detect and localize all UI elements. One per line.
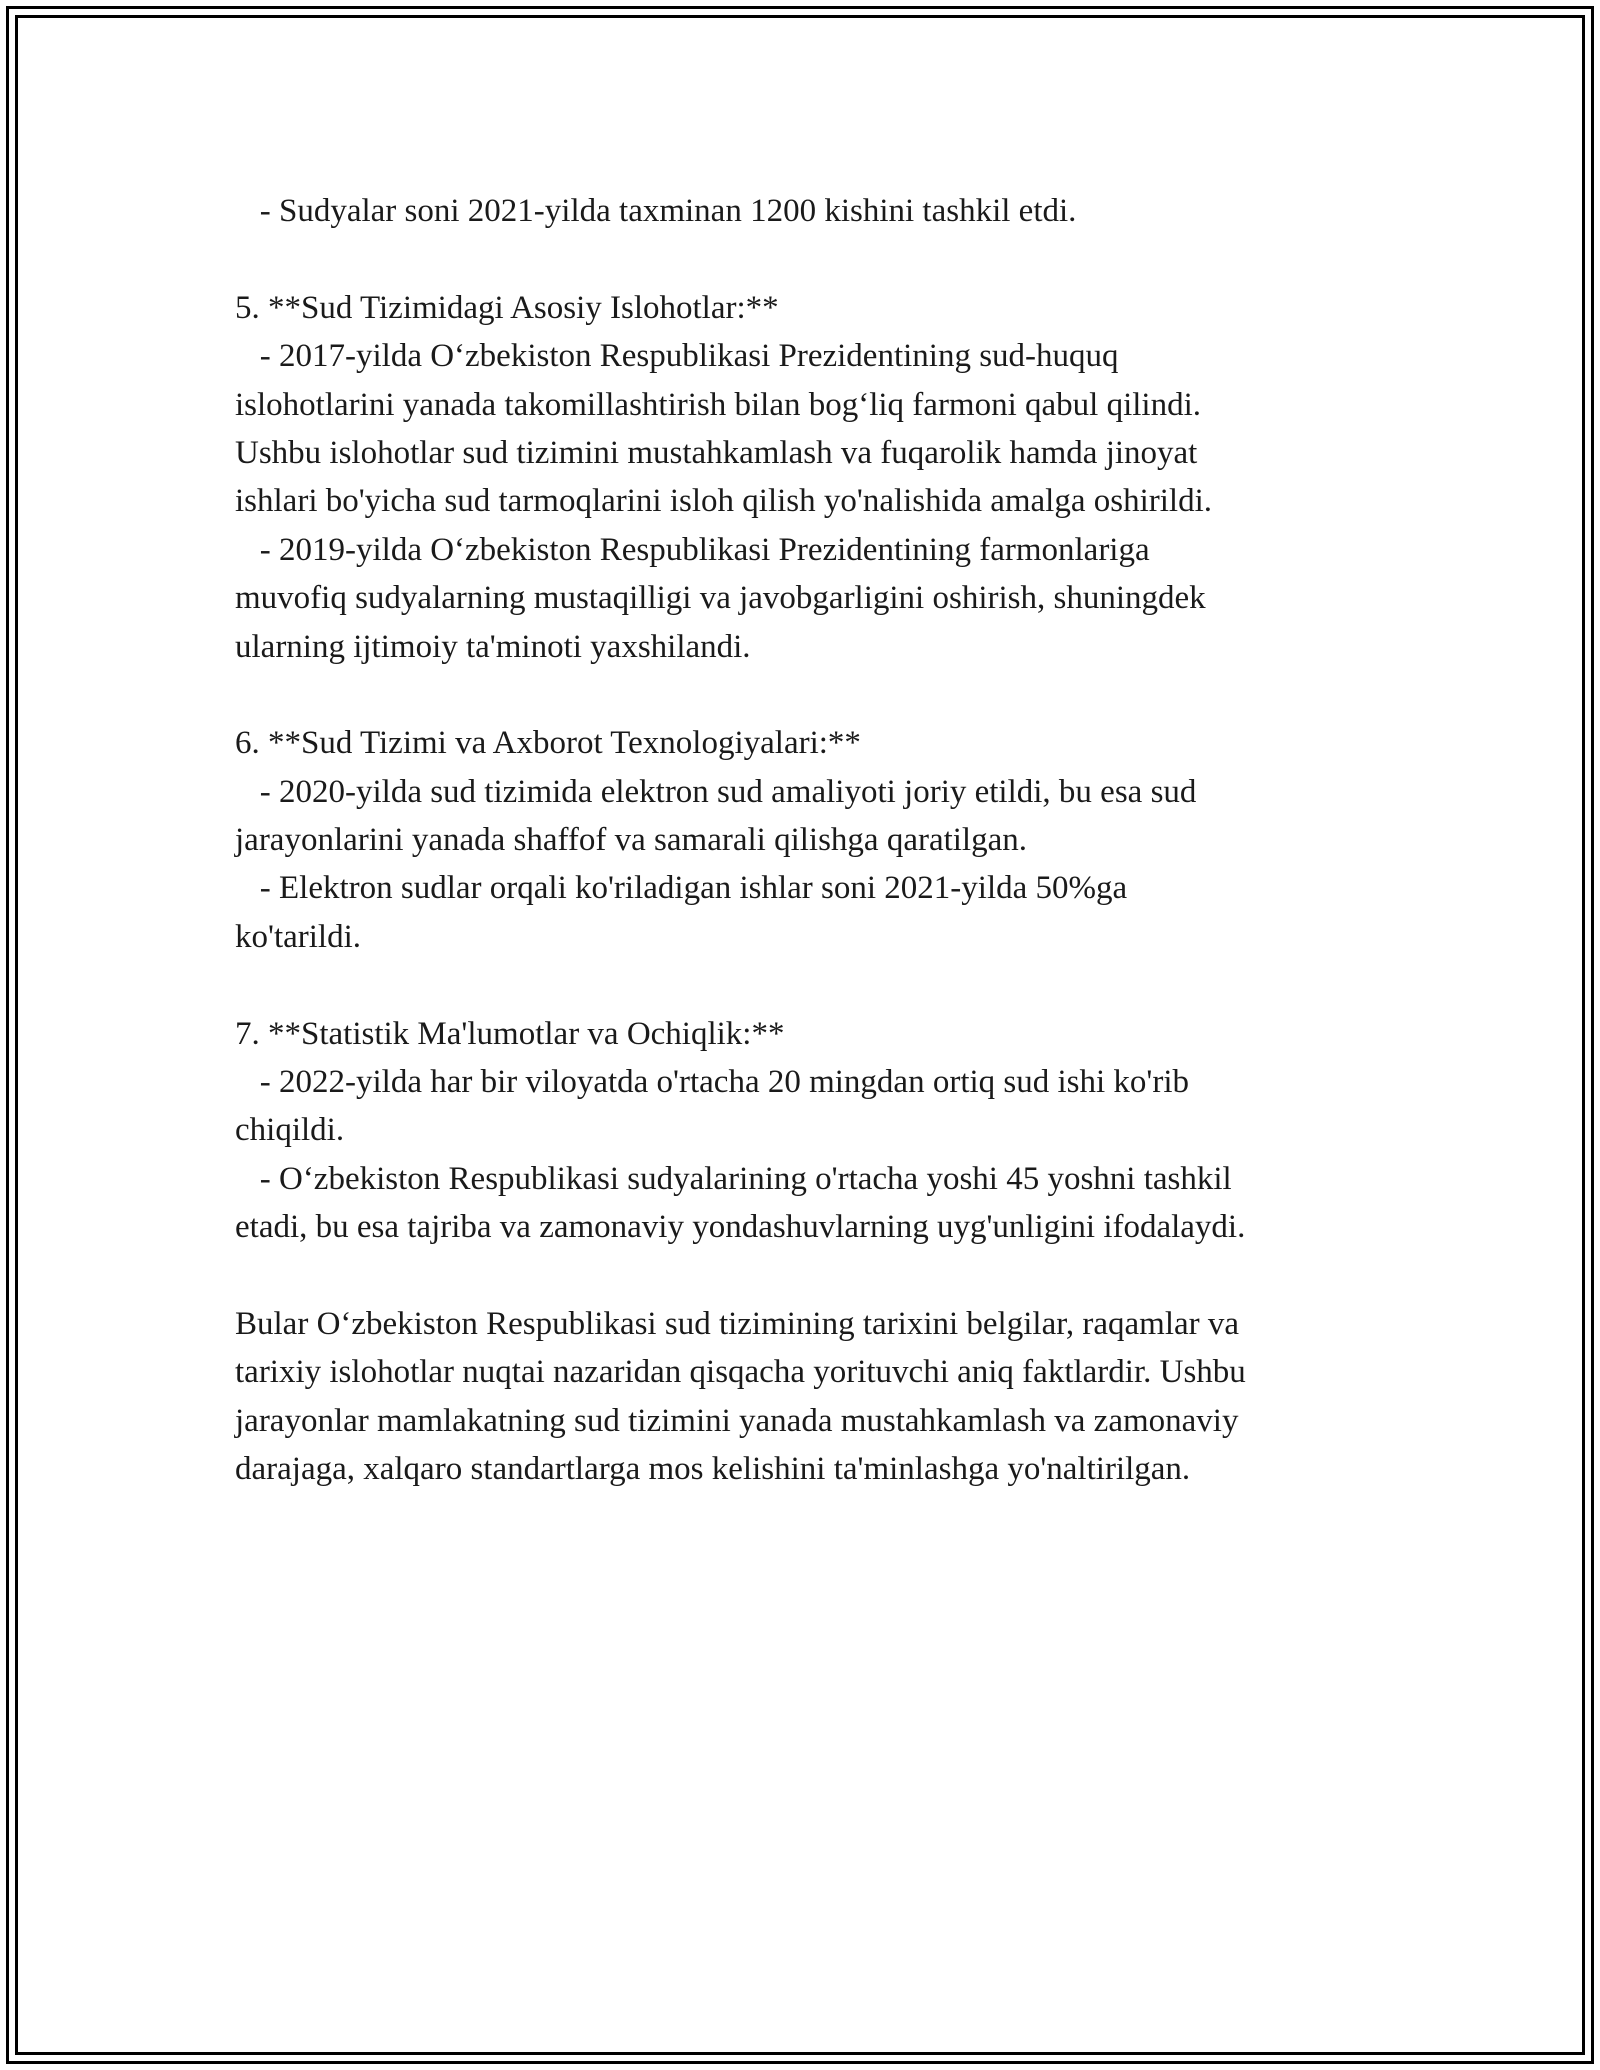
section-6-line: - 2020-yilda sud tizimida elektron sud amaliyoti joriy etildi, bu esa sud: [235, 773, 1197, 810]
section-5-line: - 2019-yilda O‘zbekiston Respublikasi Prezidentining farmonlariga: [235, 531, 1150, 568]
paragraph-gap: [235, 1252, 1385, 1300]
section-5-line: ularning ijtimoiy ta'minoti yaxshilandi.: [235, 628, 751, 665]
conclusion-line: jarayonlar mamlakatning sud tizimini yanada mustahkamlash va zamonaviy: [235, 1402, 1239, 1439]
section-5-line: Ushbu islohotlar sud tizimini mustahkamlash va fuqarolik hamda jinoyat: [235, 434, 1198, 471]
section-5: [235, 284, 1385, 671]
conclusion-paragraph: [235, 1300, 1385, 1494]
section-6: [235, 719, 1385, 961]
section-7: [235, 1010, 1385, 1252]
section-6-line: ko'tarildi.: [235, 918, 362, 955]
section-5-line: - 2017-yilda O‘zbekiston Respublikasi Prezidentining sud-huquq: [235, 338, 1119, 375]
section-6-heading: 6. **Sud Tizimi va Axborot Texnologiyalari:**: [235, 725, 861, 762]
section-7-line: chiqildi.: [235, 1112, 345, 1149]
section-5-line: muvofiq sudyalarning mustaqilligi va javobgarligini oshirish, shuningdek: [235, 580, 1206, 617]
paragraph-gap: [235, 961, 1385, 1009]
section-7-heading: 7. **Statistik Ma'lumotlar va Ochiqlik:**: [235, 1015, 785, 1052]
intro-block: [235, 187, 1385, 235]
conclusion-line: Bular O‘zbekiston Respublikasi sud tizimining tarixini belgilar, raqamlar va: [235, 1305, 1240, 1342]
paragraph-gap: [235, 671, 1385, 719]
section-5-heading: 5. **Sud Tizimidagi Asosiy Islohotlar:**: [235, 289, 779, 326]
document-body: [235, 187, 1385, 1494]
section-7-line: - 2022-yilda har bir viloyatda o'rtacha 20 mingdan ortiq sud ishi ko'rib: [235, 1064, 1190, 1101]
paragraph-gap: [235, 235, 1385, 283]
section-7-line: etadi, bu esa tajriba va zamonaviy yondashuvlarning uyg'unligini ifodalaydi.: [235, 1209, 1246, 1246]
conclusion-line: tarixiy islohotlar nuqtai nazaridan qisqacha yorituvchi aniq faktlardir. Ushbu: [235, 1354, 1246, 1391]
section-5-line: islohotlarini yanada takomillashtirish bilan bog‘liq farmoni qabul qilindi.: [235, 386, 1202, 423]
section-7-line: - O‘zbekiston Respublikasi sudyalarining o'rtacha yoshi 45 yoshni tashkil: [235, 1160, 1232, 1197]
section-6-line: - Elektron sudlar orqali ko'riladigan ishlar soni 2021-yilda 50%ga: [235, 870, 1128, 907]
intro-line: - Sudyalar soni 2021-yilda taxminan 1200 kishini tashkil etdi.: [235, 193, 1077, 229]
conclusion-line: darajaga, xalqaro standartlarga mos kelishini ta'minlashga yo'naltirilgan.: [235, 1451, 1191, 1488]
section-5-line: ishlari bo'yicha sud tarmoqlarini isloh qilish yo'nalishida amalga oshirildi.: [235, 483, 1212, 520]
section-6-line: jarayonlarini yanada shaffof va samarali qilishga qaratilgan.: [235, 822, 1027, 859]
